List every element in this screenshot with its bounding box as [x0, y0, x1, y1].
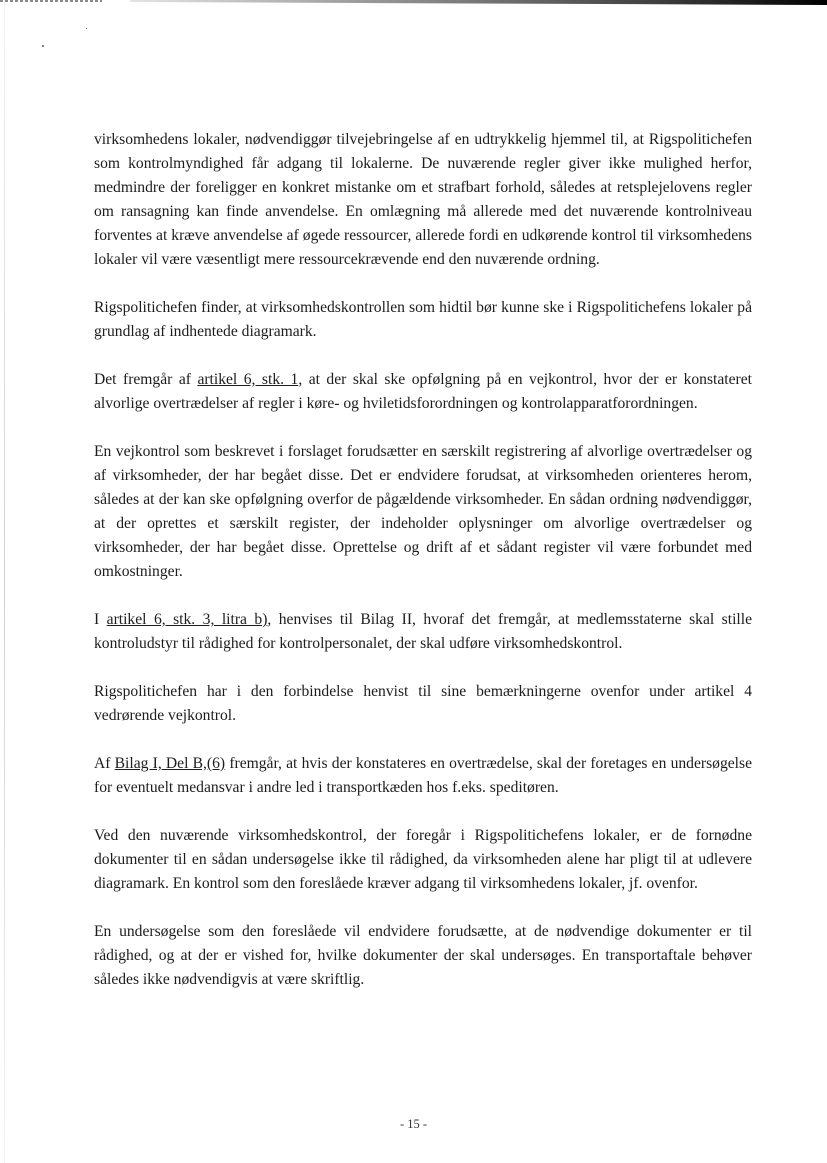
scan-artifact-top-left: [0, 0, 102, 2]
paragraph: [94, 752, 752, 800]
scan-speck: [42, 45, 44, 47]
paragraph-text: En vejkontrol som beskrevet i forslaget forudsætter en særskilt registrering af alvorlige overtrædelser og af virksomheder, der har begået disse. Det er endvidere forudsat, at virksomheden orienteres herom, således at der kan ske opfølgning overfor de pågældende virksomheder. En sådan ordning nødvendiggør, at der oprettes et særskilt register, der indeholder oplysninger om alvorlige overtrædelser og virksomheder, der har begået disse. Oprettelse og drift af et sådant register vil være forbundet med omkostninger.: [94, 443, 752, 580]
paragraph-text: Det fremgår af: [94, 371, 198, 388]
paragraph: [94, 440, 752, 584]
legal-reference: artikel 6, stk. 1: [197, 371, 299, 388]
legal-reference: artikel 6, stk. 3, litra b): [106, 611, 268, 628]
paragraph-text: Rigspolitichefen har i den forbindelse henvist til sine bemærkningerne ovenfor under artikel 4 vedrørende vejkontrol.: [94, 683, 752, 724]
paragraph-text: I: [94, 611, 107, 628]
scan-artifact-left-edge: [4, 0, 5, 1163]
paragraph: [94, 368, 752, 416]
paragraph: [94, 128, 752, 272]
scan-speck: [86, 28, 87, 29]
paragraph-text: fremgår, at hvis der konstateres en overtrædelse, skal der foretages en undersøgelse for eventuelt medansvar i andre led i transportkæden hos f.eks. speditøren.: [94, 755, 752, 796]
paragraph-text: En undersøgelse som den foreslåede vil endvidere forudsætte, at de nødvendige dokumenter er til rådighed, og at der er vished for, hvilke dokumenter der skal undersøges. En transportaftale behøver således ikke nødvendigvis at være skriftlig.: [94, 923, 752, 988]
scan-artifact-top-right: [130, 0, 827, 5]
document-body: [94, 128, 752, 1016]
paragraph: [94, 680, 752, 728]
paragraph: [94, 608, 752, 656]
page-number: - 15 -: [399, 1117, 428, 1131]
legal-reference: Bilag I, Del B,(6): [114, 755, 226, 772]
paragraph-text: Ved den nuværende virksomhedskontrol, der foregår i Rigspolitichefens lokaler, er de fornødne dokumenter til en sådan undersøgelse ikke til rådighed, da virksomheden alene har pligt til at udlevere diagramark. En kontrol som den foreslåede kræver adgang til virksomhedens lokaler, jf. ovenfor.: [94, 827, 752, 892]
paragraph-text: Rigspolitichefen finder, at virksomhedskontrollen som hidtil bør kunne ske i Rigspolitichefens lokaler på grundlag af indhentede diagramark.: [94, 299, 752, 340]
paragraph: [94, 824, 752, 896]
paragraph: [94, 296, 752, 344]
paragraph-text: Af: [94, 755, 115, 772]
paragraph-text: virksomhedens lokaler, nødvendiggør tilvejebringelse af en udtrykkelig hjemmel til, at Rigspolitichefen som kontrolmyndighed får adgang til lokalerne. De nuværende regler giver ikke mulighed herfor, medmindre der foreligger en konkret mistanke om et strafbart forhold, således at retsplejelovens regler om ransagning kan finde anvendelse. En omlægning må allerede med det nuværende kontrolniveau forventes at kræve anvendelse af øgede ressourcer, allerede fordi en udkørende kontrol til virksomhedens lokaler vil være væsentligt mere ressourcekrævende end den nuværende ordning.: [94, 131, 752, 268]
paragraph: [94, 920, 752, 992]
paragraph-text: , at der skal ske opfølgning på en vejkontrol, hvor der er konstateret alvorlige overtrædelser af regler i køre- og hviletidsforordningen og kontrolapparatforordningen.: [94, 371, 752, 412]
paragraph-text: , henvises til Bilag II, hvoraf det fremgår, at medlemsstaterne skal stille kontroludstyr til rådighed for kontrolpersonalet, der skal udføre virksomhedskontrol.: [94, 611, 752, 652]
